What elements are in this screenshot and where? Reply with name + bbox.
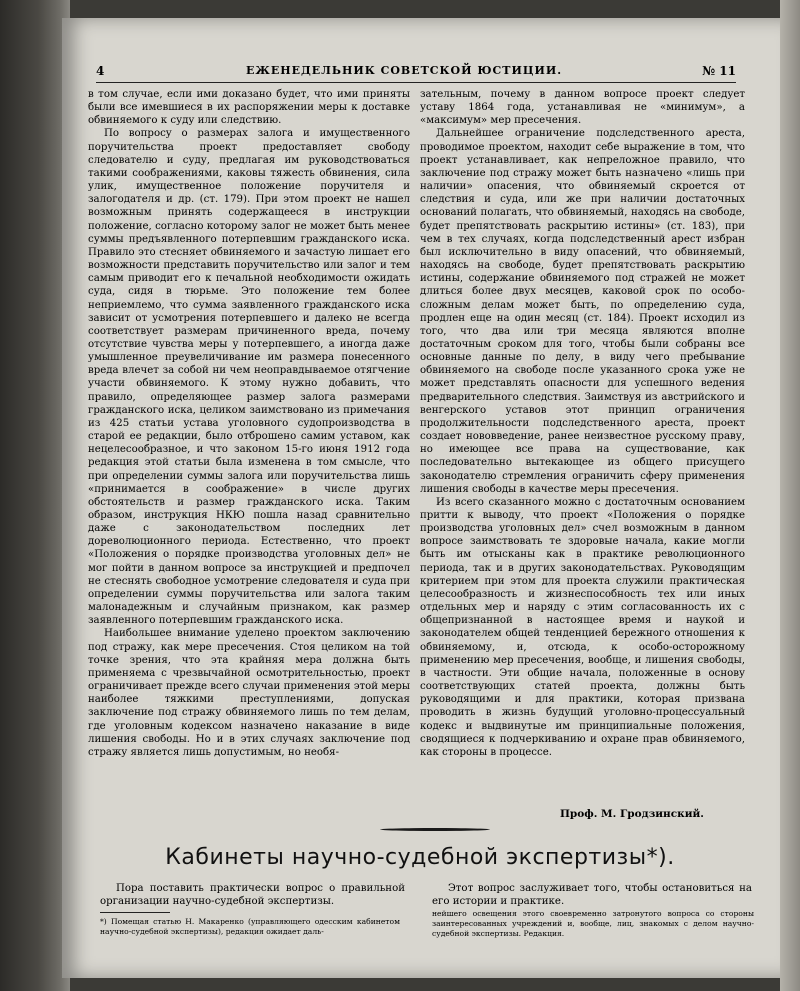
section-right-text [432, 882, 752, 908]
right-column [420, 88, 745, 813]
paragraph: Этот вопрос заслуживает того, чтобы остановиться на его истории и практике. [432, 883, 752, 907]
author-signature: Проф. М. Гродзинский. [560, 808, 704, 820]
book-spine [0, 0, 70, 991]
paragraph: Дальнейшее ограничение подследственного ареста, проводимое проектом, находит себе выражение в том, что проект устанавливает, как непреложное правило, что заключение под стражу может быть назначено «лишь при наличии» опасения, что обвиняемый скроется от следствия и суда, или же при наличии достаточных оснований полагать, что обвиняемый, находясь на свободе, будет препятствовать раскрытию истины» (ст. 183), при чем в тех случаях, когда подследственный арест избран был исключительно в виду опасений, что обвиняемый, находясь на свободе, будет препятствовать раскрытию истины, содержание обвиняемого под стражей не может длиться более двух месяцев, каковой срок по особо-сложным делам может быть, по определению суда, продлен еще на один месяц (ст. 184). Проект исходил из того, что два или три месяца являются вполне достаточным сроком для того, чтобы были собраны все основные данные по делу, в виду чего пребывание обвиняемого на свободе после указанного срока уже не может представлять опасности для успешного ведения предварительного следствия. Заимствуя из австрийского и венгерского уставов этот принцип ограничения продолжительности подследственного ареста, проект создает нововведение, ранее неизвестное русскому праву, но имеющее все права на существование, как последовательно вытекающее из общего присущего законодателю стремления ограничить сферу применения лишения свободы в качестве меры пресечения. [420, 128, 745, 495]
paragraph: Наибольшее внимание уделено проектом заключению под стражу, как мере пресечения. Стоя целиком на той точке зрения, что эта крайняя мера должна быть применяема с чрезвычайной осмотрительностью, проект ограничивает прежде всего случаи применения этой меры наиболее тяжкими преступлениями, допуская заключение под стражу обвиняемого лишь по тем делам, где уголовным кодексом назначено наказание в виде лишения свободы. Но и в этих случаях заключение под стражу является лишь допустимым, но необя- [88, 628, 410, 758]
section-divider [380, 828, 490, 831]
running-header [96, 62, 736, 83]
paragraph: в том случае, если ими доказано будет, что ими приняты были все имевшиеся в их распоряжении меры к доставке обвиняемого к суду или следствию. [88, 89, 410, 127]
issue-number: № 11 [702, 64, 736, 78]
section-left-text [100, 882, 405, 908]
paragraph: Из всего сказанного можно с достаточным основанием притти к выводу, что проект «Положения о порядке производства уголовных дел» счел возможным в данном вопросе заимствовать те здоровые начала, какие могли быть им отысканы как в практике революционного периода, так и в других законодательствах. Руководящим критерием при этом для проекта служили практическая целесообразность и жизнеспособность тех или иных отдельных мер и наряду с этим согласованность их с общепризнанной в настоящее время и наукой и законодателем общей тенденцией бережного отношения к обвиняемому, и, отсюда, к особо-осторожному применению мер пресечения, вообще, и лишения свободы, в частности. Эти общие начала, положенные в основу соответствующих статей проекта, должны быть руководящими и для практики, которая призвана проводить в жизнь будущий уголовно-процессуальный кодекс и выдвинутые им принципиальные положения, сводящиеся к подчеркиванию и охране прав обвиняемого, как стороны в процессе. [420, 496, 745, 758]
page-number: 4 [96, 64, 105, 78]
journal-title: ЕЖЕНЕДЕЛЬНИК СОВЕТСКОЙ ЮСТИЦИИ. [246, 64, 563, 77]
paragraph: По вопросу о размерах залога и имущественного поручительства проект предоставляет свободу следователю и суду, предлагая им руководствоваться такими соображениями, каковы тяжесть обвинения, сила улик, имущественное положение поручителя и залогодателя и др. (ст. 179). При этом проект не нашел возможным принять содержащееся в инструкции положение, согласно которому залог не может быть менее суммы предъявленного потерпевшим гражданского иска. Правило это стесняет обвиняемого и зачастую лишает его возможности представить поручительство или залог и тем самым приводит его к печальной необходимости ожидать суда, сидя в тюрьме. Это положение тем более неприемлемо, что сумма заявленного гражданского иска зависит от усмотрения потерпевшего и далеко не всегда соответствует размерам причиненного вреда, почему отсутствие чувства меры у потерпевшего, а иногда даже умышленное преувеличивание им размера понесенного вреда влечет за собой ни чем неоправдываемое отягчение участи обвиняемого. К этому нужно добавить, что правило, определяющее размер залога размерами гражданского иска, целиком заимствовано из примечания из 425 статьи устава уголовного судопроизводства в старой ее редакции, было отброшено самим уставом, как нецелесообразное, и что законом 15-го июня 1912 года редакция этой статьи была изменена в том смысле, что при определении суммы залога или поручительства лишь «принимается в соображение» в числе других обстоятельств и размер гражданского иска. Таким образом, инструкция НКЮ пошла назад сравнительно даже с законодательством последних лет дореволюционного периода. Естественно, что проект «Положения о порядке производства уголовных дел» не мог пойти в данном вопросе за инструкцией и предпочел не стеснять свободное усмотрение следователя и суда при определении суммы поручительства или залога таким малонадежным и случайным признаком, как размер заявленного потерпевшим гражданского иска. [88, 128, 410, 627]
page-edge [780, 0, 800, 991]
footnote-rule [100, 912, 170, 913]
footnote: *) Помещая статью Н. Макаренко (управляющего одесским кабинетом научно-судебной экспертизы), редакция ожидает даль- [100, 917, 400, 936]
footnote-continuation: нейшего освещения этого своевременно затронутого вопроса со стороны заинтересованных учреждений и, вообще, лиц, знакомых с делом научно-судебной экспертизы. Редакция. [432, 909, 754, 938]
paragraph: зательным, почему в данном вопросе проект следует уставу 1864 года, устанавливая не «минимум», а «максимум» мер пресечения. [420, 89, 745, 127]
left-column [88, 88, 410, 818]
paragraph: Пора поставить практически вопрос о правильной организации научно-судебной экспертизы. [100, 883, 405, 907]
section-title: Кабинеты научно-судебной экспертизы*). [165, 845, 675, 870]
